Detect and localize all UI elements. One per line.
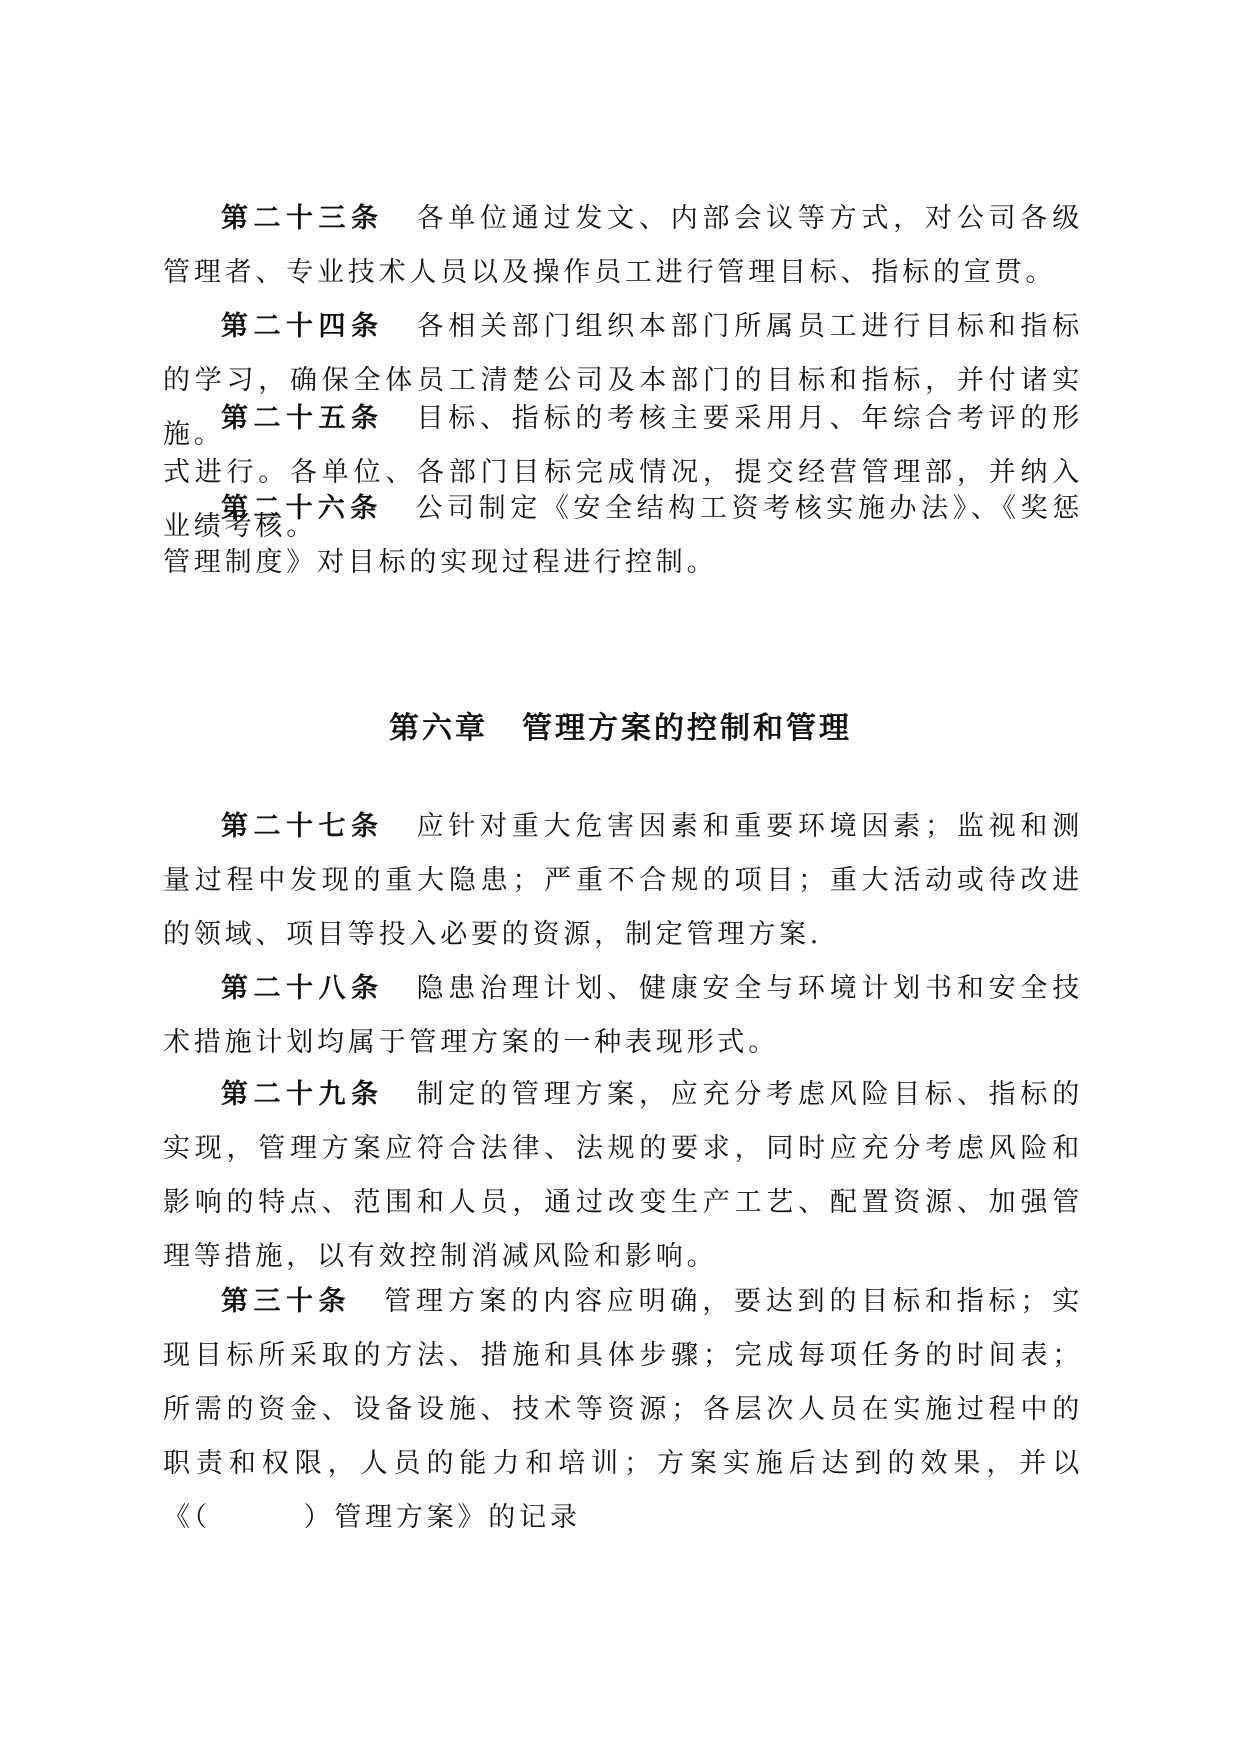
chapter-number: 第六章 <box>389 711 488 746</box>
article-label: 第二十六条 <box>221 493 383 524</box>
article-label: 第二十九条 <box>221 1079 384 1110</box>
article-30 <box>163 1275 1083 1545</box>
article-text: 应针对重大危害因素和重要环境因素；监视和测量过程中发现的重大隐患；严重不合规的项目；重大活动或待改进的领域、项目等投入必要的资源，制定管理方案. <box>163 811 1083 950</box>
article-text: 管理方案的内容应明确，要达到的目标和指标；实现目标所采取的方法、措施和具体步骤；完成每项任务的时间表；所需的资金、设备设施、技术等资源；各层次人员在实施过程中的职责和权限，人员的能力和培训；方案实施后达到的效果，并以《（ ）管理方案》的记录 <box>163 1286 1083 1533</box>
article-29 <box>163 1068 1083 1284</box>
article-text: 制定的管理方案，应充分考虑风险目标、指标的实现，管理方案应符合法律、法规的要求，同时应充分考虑风险和影响的特点、范围和人员，通过改变生产工艺、配置资源、加强管理等措施，以有效控制消减风险和影响。 <box>163 1079 1083 1272</box>
article-label: 第三十条 <box>221 1286 352 1317</box>
article-text: 目标、指标的考核主要采用月、年综合考评的形式进行。各单位、各部门目标完成情况，提交经营管理部，并纳入业绩考核。 <box>163 403 1083 542</box>
article-28 <box>163 962 1083 1070</box>
article-label: 第二十四条 <box>221 311 384 342</box>
article-23 <box>163 192 1083 300</box>
chapter-heading <box>0 705 1241 753</box>
article-26 <box>163 482 1083 590</box>
article-label: 第二十八条 <box>221 973 384 1004</box>
article-27 <box>163 800 1083 962</box>
article-text: 各单位通过发文、内部会议等方式，对公司各级管理者、专业技术人员以及操作员工进行管理目标、指标的宣贯。 <box>163 203 1083 288</box>
article-text: 公司制定《安全结构工资考核实施办法》、《奖惩管理制度》对目标的实现过程进行控制。 <box>163 493 1083 578</box>
article-label: 第二十三条 <box>221 203 384 234</box>
article-label: 第二十七条 <box>221 811 384 842</box>
chapter-title: 管理方案的控制和管理 <box>522 711 852 746</box>
article-text: 各相关部门组织本部门所属员工进行目标和指标的学习，确保全体员工清楚公司及本部门的目标和指标，并付诸实施。 <box>163 311 1083 450</box>
article-label: 第二十五条 <box>221 403 384 434</box>
article-text: 隐患治理计划、健康安全与环境计划书和安全技术措施计划均属于管理方案的一种表现形式。 <box>163 973 1083 1058</box>
